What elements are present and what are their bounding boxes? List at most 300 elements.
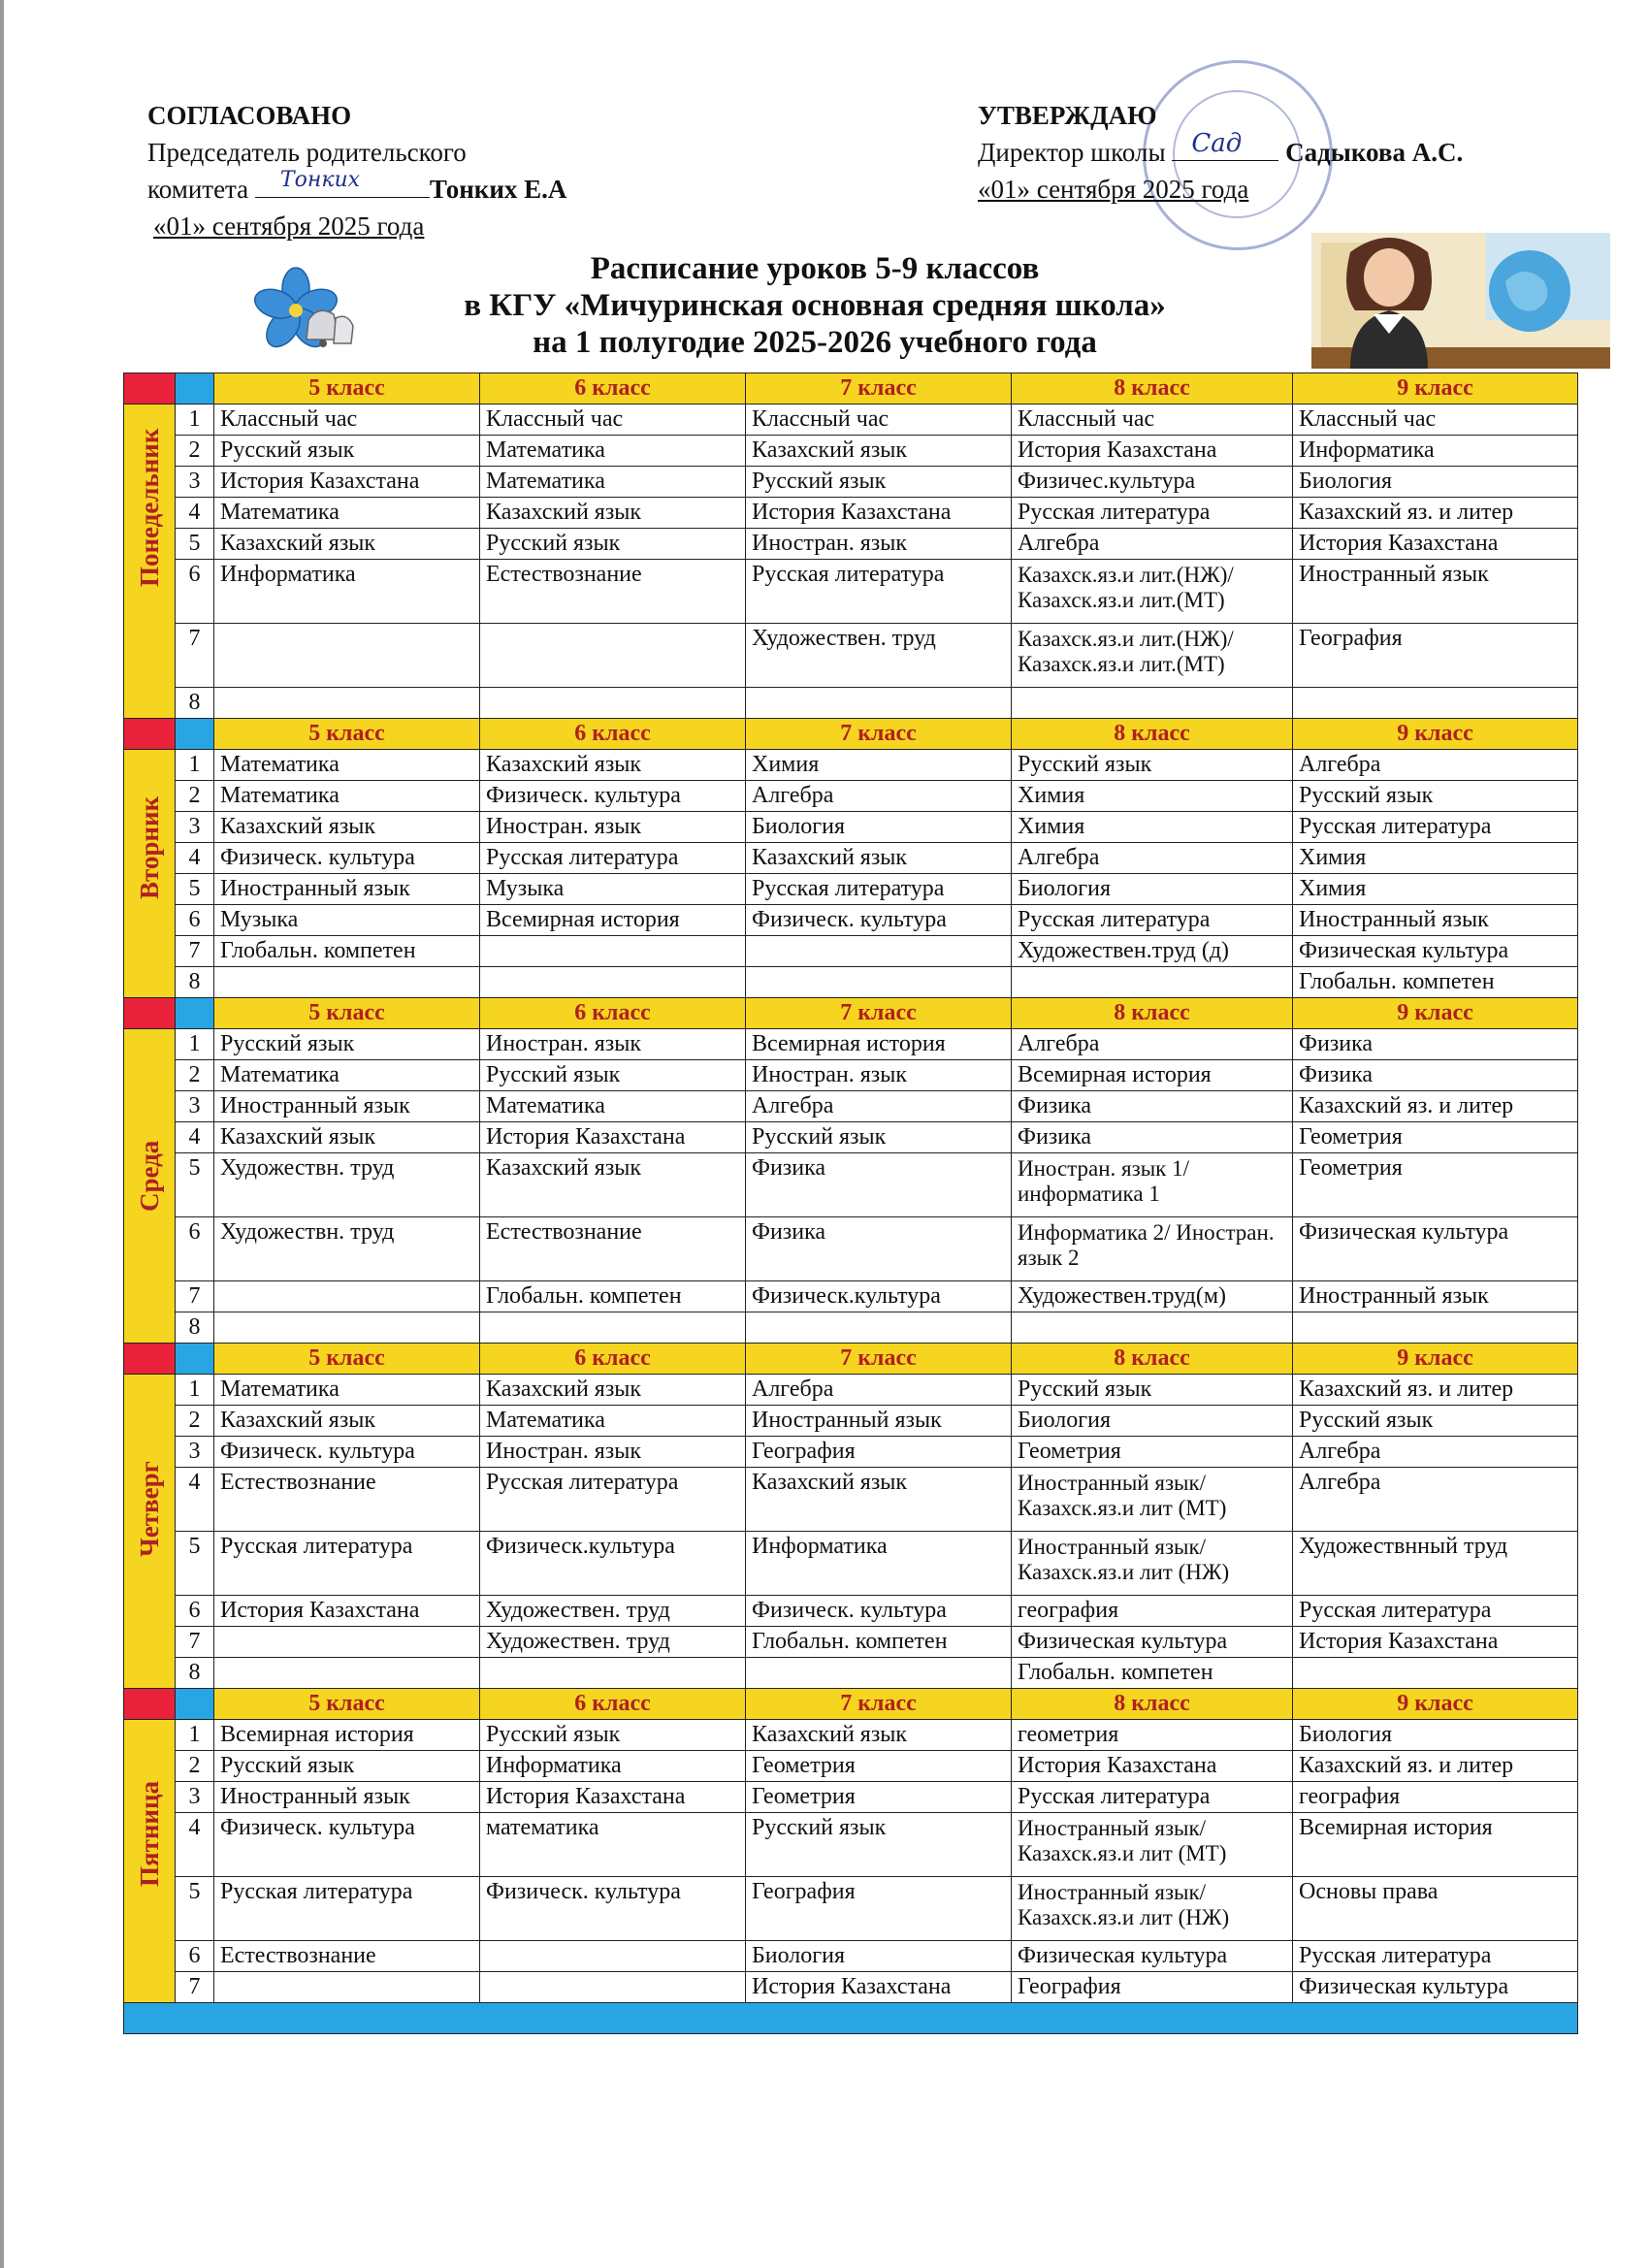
lesson-cell: Казахский яз. и литер [1293, 498, 1578, 529]
lesson-cell: Естествознание [214, 1941, 480, 1972]
lesson-cell [746, 936, 1012, 967]
lesson-number: 5 [176, 1877, 214, 1941]
footer-bar-cell [124, 2003, 1578, 2034]
lesson-cell: Физическ. культура [214, 1813, 480, 1877]
grade-header: 7 класс [746, 373, 1012, 405]
lesson-row [124, 1813, 1578, 1877]
day-label [124, 1375, 176, 1689]
lesson-cell [214, 1281, 480, 1312]
lesson-cell: Геометрия [1293, 1153, 1578, 1217]
committee-line: Председатель родительского [147, 138, 467, 167]
approved-title: СОГЛАСОВАНО [147, 101, 352, 130]
schedule-table [123, 373, 1578, 2034]
lesson-cell: История Казахстана [1012, 1751, 1293, 1782]
lesson-cell: Физическ. культура [480, 781, 746, 812]
lesson-cell: география [1293, 1782, 1578, 1813]
lesson-cell: Русский язык [746, 1813, 1012, 1877]
lesson-cell: Казахский язык [214, 1122, 480, 1153]
lesson-cell [1012, 688, 1293, 719]
grade-header: 9 класс [1293, 373, 1578, 405]
lesson-cell: Русская литература [480, 843, 746, 874]
grade-header: 5 класс [214, 719, 480, 750]
lesson-cell: Русский язык [746, 1122, 1012, 1153]
lesson-row [124, 843, 1578, 874]
day-name: Понедельник [135, 428, 164, 587]
lesson-cell: Геометрия [746, 1751, 1012, 1782]
lesson-cell: Иностранный язык [1293, 1281, 1578, 1312]
approval-right [978, 97, 1463, 208]
lesson-cell: Алгебра [746, 781, 1012, 812]
lesson-row [124, 1627, 1578, 1658]
lesson-cell: Казахский язык [480, 1153, 746, 1217]
signature-left: Тонких [279, 168, 361, 192]
header-corner [176, 998, 214, 1029]
lesson-cell: История Казахстана [480, 1782, 746, 1813]
lesson-cell: Физическ.культура [480, 1532, 746, 1596]
lesson-cell: Иностранный язык/ Казахск.яз.и лит (НЖ) [1012, 1532, 1293, 1596]
lesson-cell [746, 967, 1012, 998]
lesson-row [124, 1972, 1578, 2003]
lesson-cell: Физическая культура [1012, 1941, 1293, 1972]
lesson-cell: Художествен. труд [480, 1596, 746, 1627]
lesson-cell: Казахский язык [214, 529, 480, 560]
lesson-cell: Русский язык [480, 1720, 746, 1751]
lesson-cell: Химия [746, 750, 1012, 781]
title-line-3: на 1 полугодие 2025-2026 учебного года [533, 325, 1097, 360]
lesson-cell: Русская литература [214, 1877, 480, 1941]
lesson-cell: Русская литература [746, 874, 1012, 905]
lesson-cell [480, 624, 746, 688]
lesson-cell: Русский язык [214, 1029, 480, 1060]
lesson-row [124, 405, 1578, 436]
lesson-number: 7 [176, 1972, 214, 2003]
lesson-cell: Русский язык [746, 467, 1012, 498]
lesson-row [124, 1122, 1578, 1153]
lesson-cell: Русская литература [1012, 905, 1293, 936]
lesson-number: 8 [176, 688, 214, 719]
lesson-number: 3 [176, 1091, 214, 1122]
schedule-title [330, 250, 1300, 361]
lesson-cell: Всемирная история [480, 905, 746, 936]
lesson-cell: Физика [746, 1217, 1012, 1281]
lesson-cell: История Казахстана [746, 1972, 1012, 2003]
lesson-cell: Русская литература [1012, 1782, 1293, 1813]
grade-header: 7 класс [746, 1689, 1012, 1720]
lesson-row [124, 1720, 1578, 1751]
grade-header: 8 класс [1012, 1344, 1293, 1375]
lesson-number: 6 [176, 905, 214, 936]
lesson-cell: Иностранный язык [746, 1406, 1012, 1437]
lesson-cell: Всемирная история [1293, 1813, 1578, 1877]
lesson-cell: Иностранный язык/ Казахск.яз.и лит (МТ) [1012, 1813, 1293, 1877]
lesson-cell: Алгебра [1293, 750, 1578, 781]
lesson-cell: Естествознание [480, 1217, 746, 1281]
lesson-cell [480, 1972, 746, 2003]
lesson-cell: Глобальн. компетен [746, 1627, 1012, 1658]
director-line: Директор школы Сад Садыкова А.С. [978, 134, 1463, 171]
lesson-cell: Математика [214, 781, 480, 812]
lesson-number: 2 [176, 436, 214, 467]
lesson-cell: Информатика [746, 1532, 1012, 1596]
lesson-number: 2 [176, 781, 214, 812]
header-corner [124, 998, 176, 1029]
grade-header-row [124, 719, 1578, 750]
lesson-cell: Иностранный язык [214, 874, 480, 905]
day-label [124, 750, 176, 998]
lesson-cell: Русская литература [1293, 1941, 1578, 1972]
lesson-cell: География [1012, 1972, 1293, 2003]
lesson-cell [480, 936, 746, 967]
lesson-cell: Казахский язык [480, 750, 746, 781]
lesson-cell: Алгебра [1012, 1029, 1293, 1060]
lesson-cell: Русский язык [480, 1060, 746, 1091]
lesson-cell: Казахский язык [480, 498, 746, 529]
grade-header: 5 класс [214, 373, 480, 405]
lesson-cell: История Казахстана [1293, 529, 1578, 560]
lesson-cell: Физическ. культура [214, 843, 480, 874]
lesson-cell: География [746, 1437, 1012, 1468]
lesson-number: 7 [176, 624, 214, 688]
committee-signature-line: комитета Тонких Тонких Е.А [147, 171, 566, 208]
lesson-cell: Физическая культура [1293, 1217, 1578, 1281]
lesson-cell: Химия [1293, 843, 1578, 874]
lesson-cell: Русский язык [214, 436, 480, 467]
signature-line [255, 168, 430, 198]
lesson-cell: Биология [1012, 1406, 1293, 1437]
lesson-cell: Математика [480, 467, 746, 498]
lesson-cell [746, 1312, 1012, 1344]
header-corner [176, 1344, 214, 1375]
lesson-cell: История Казахстана [214, 467, 480, 498]
lesson-number: 3 [176, 1437, 214, 1468]
committee-head-name: Тонких Е.А [429, 175, 567, 204]
lesson-cell: Физика [1012, 1122, 1293, 1153]
lesson-cell: Физика [1293, 1029, 1578, 1060]
date-left: «01» сентября 2025 года [153, 211, 425, 241]
lesson-cell: Информатика [1293, 436, 1578, 467]
lesson-row [124, 1153, 1578, 1217]
lesson-cell: Геометрия [746, 1782, 1012, 1813]
lesson-number: 1 [176, 405, 214, 436]
date-right: «01» сентября 2025 года [978, 175, 1249, 204]
day-label [124, 1029, 176, 1344]
lesson-cell: Иностранный язык [214, 1782, 480, 1813]
lesson-cell [214, 1972, 480, 2003]
lesson-cell: Физическ. культура [746, 905, 1012, 936]
lesson-cell: География [1293, 624, 1578, 688]
lesson-cell: география [1012, 1596, 1293, 1627]
lesson-cell: Русская литература [1293, 812, 1578, 843]
header-corner [176, 719, 214, 750]
lesson-cell: Глобальн. компетен [480, 1281, 746, 1312]
lesson-cell: Иностранный язык [214, 1091, 480, 1122]
lesson-number: 8 [176, 1312, 214, 1344]
lesson-cell: Геометрия [1293, 1122, 1578, 1153]
lesson-cell: Математика [214, 1060, 480, 1091]
lesson-cell: Математика [480, 436, 746, 467]
lesson-cell [214, 967, 480, 998]
lesson-row [124, 1437, 1578, 1468]
lesson-number: 8 [176, 1658, 214, 1689]
header-corner [176, 1689, 214, 1720]
header-corner [124, 719, 176, 750]
grade-header-row [124, 373, 1578, 405]
lesson-cell: Биология [1293, 467, 1578, 498]
lesson-cell: Иностран. язык [746, 529, 1012, 560]
teacher-illustration [1311, 233, 1610, 369]
lesson-cell: Математика [214, 498, 480, 529]
grade-header: 5 класс [214, 1344, 480, 1375]
lesson-cell: Музыка [480, 874, 746, 905]
lesson-row [124, 467, 1578, 498]
lesson-cell [480, 688, 746, 719]
lesson-row [124, 529, 1578, 560]
lesson-row [124, 812, 1578, 843]
lesson-cell: История Казахстана [746, 498, 1012, 529]
director-name: Садыкова А.С. [1285, 138, 1464, 167]
lesson-cell: Русская литература [746, 560, 1012, 624]
lesson-number: 4 [176, 1468, 214, 1532]
lesson-row [124, 560, 1578, 624]
lesson-number: 2 [176, 1060, 214, 1091]
day-name: Вторник [135, 795, 164, 899]
lesson-row [124, 781, 1578, 812]
lesson-row [124, 1596, 1578, 1627]
lesson-cell: математика [480, 1813, 746, 1877]
lesson-cell: Химия [1012, 781, 1293, 812]
grade-header: 5 класс [214, 998, 480, 1029]
lesson-cell: Геометрия [1012, 1437, 1293, 1468]
lesson-cell: Физическая культура [1293, 936, 1578, 967]
lesson-cell: Глобальн. компетен [1293, 967, 1578, 998]
lesson-cell: Алгебра [1293, 1437, 1578, 1468]
lesson-cell: Алгебра [746, 1091, 1012, 1122]
lesson-cell: Художествн. труд [214, 1217, 480, 1281]
lesson-cell: Казахский яз. и литер [1293, 1091, 1578, 1122]
lesson-cell: Музыка [214, 905, 480, 936]
lesson-cell [746, 1658, 1012, 1689]
lesson-cell: Физическ. культура [746, 1596, 1012, 1627]
lesson-row [124, 1375, 1578, 1406]
lesson-number: 4 [176, 1122, 214, 1153]
lesson-number: 6 [176, 560, 214, 624]
lesson-number: 5 [176, 1153, 214, 1217]
lesson-number: 5 [176, 1532, 214, 1596]
lesson-cell: Казахский язык [214, 812, 480, 843]
lesson-number: 5 [176, 874, 214, 905]
lesson-cell: Всемирная история [746, 1029, 1012, 1060]
lesson-cell: Иностранный язык/ Казахск.яз.и лит (МТ) [1012, 1468, 1293, 1532]
lesson-cell: Естествознание [214, 1468, 480, 1532]
lesson-number: 2 [176, 1751, 214, 1782]
lesson-row [124, 1941, 1578, 1972]
lesson-cell [746, 688, 1012, 719]
grade-header: 6 класс [480, 1344, 746, 1375]
title-line-2: в КГУ «Мичуринская основная средняя школа» [464, 288, 1166, 323]
lesson-number: 8 [176, 967, 214, 998]
lesson-row [124, 905, 1578, 936]
grade-header-row [124, 1344, 1578, 1375]
lesson-cell: История Казахстана [1293, 1627, 1578, 1658]
header-corner [124, 1689, 176, 1720]
approval-left [147, 97, 566, 244]
lesson-cell: Алгебра [1012, 843, 1293, 874]
lesson-number: 1 [176, 750, 214, 781]
lesson-cell [480, 1658, 746, 1689]
lesson-cell: Русский язык [1012, 1375, 1293, 1406]
lesson-cell: Физическая культура [1293, 1972, 1578, 2003]
lesson-cell: Биология [1293, 1720, 1578, 1751]
lesson-row [124, 967, 1578, 998]
lesson-cell: Алгебра [1012, 529, 1293, 560]
lesson-cell: Казахский язык [746, 1468, 1012, 1532]
day-name: Четверг [135, 1460, 164, 1557]
lesson-row [124, 436, 1578, 467]
lesson-cell: Художествн. труд [214, 1153, 480, 1217]
lesson-row [124, 1782, 1578, 1813]
grade-header: 6 класс [480, 719, 746, 750]
lesson-cell: Казахский яз. и литер [1293, 1751, 1578, 1782]
lesson-cell [480, 1941, 746, 1972]
lesson-cell: Информатика [214, 560, 480, 624]
grade-header: 9 класс [1293, 719, 1578, 750]
lesson-cell: Алгебра [746, 1375, 1012, 1406]
grade-header-row [124, 998, 1578, 1029]
lesson-cell: Естествознание [480, 560, 746, 624]
lesson-row [124, 1751, 1578, 1782]
lesson-cell: Русский язык [480, 529, 746, 560]
lesson-cell: Основы права [1293, 1877, 1578, 1941]
lesson-cell [214, 1312, 480, 1344]
lesson-cell: Художествен. труд [746, 624, 1012, 688]
lesson-cell: Иностранный язык [1293, 905, 1578, 936]
lesson-cell: Русская литература [480, 1468, 746, 1532]
lesson-row [124, 1281, 1578, 1312]
lesson-cell: Физика [1012, 1091, 1293, 1122]
lesson-cell: Иностранный язык [1293, 560, 1578, 624]
lesson-cell: Математика [214, 1375, 480, 1406]
lesson-cell: Русская литература [1293, 1596, 1578, 1627]
lesson-row [124, 1468, 1578, 1532]
lesson-cell: История Казахстана [214, 1596, 480, 1627]
table-footer-bar [124, 2003, 1578, 2034]
lesson-cell: История Казахстана [480, 1122, 746, 1153]
title-line-1: Расписание уроков 5-9 классов [590, 251, 1040, 286]
lesson-cell: Всемирная история [214, 1720, 480, 1751]
lesson-row [124, 688, 1578, 719]
lesson-number: 3 [176, 1782, 214, 1813]
lesson-cell: Русский язык [1293, 1406, 1578, 1437]
day-name: Пятница [135, 1780, 164, 1887]
lesson-cell: Казахский язык [214, 1406, 480, 1437]
header-corner [176, 373, 214, 405]
lesson-cell: Глобальн. компетен [1012, 1658, 1293, 1689]
lesson-number: 3 [176, 467, 214, 498]
lesson-cell: Биология [1012, 874, 1293, 905]
lesson-cell: Классный час [480, 405, 746, 436]
lesson-cell: Казахск.яз.и лит.(НЖ)/ Казахск.яз.и лит.(МТ) [1012, 560, 1293, 624]
lesson-cell: География [746, 1877, 1012, 1941]
lesson-cell: Физичес.культура [1012, 467, 1293, 498]
lesson-number: 4 [176, 498, 214, 529]
lesson-number: 5 [176, 529, 214, 560]
lesson-cell: Иностран. язык [480, 812, 746, 843]
lesson-cell: Физическ. культура [214, 1437, 480, 1468]
grade-header-row [124, 1689, 1578, 1720]
grade-header: 8 класс [1012, 373, 1293, 405]
lesson-cell: Русская литература [214, 1532, 480, 1596]
lesson-row [124, 750, 1578, 781]
signature-line [1172, 129, 1278, 161]
lesson-row [124, 498, 1578, 529]
lesson-cell: Русский язык [214, 1751, 480, 1782]
grade-header: 7 класс [746, 719, 1012, 750]
lesson-cell: Иностран. язык [746, 1060, 1012, 1091]
lesson-cell: Алгебра [1293, 1468, 1578, 1532]
lesson-cell: Биология [746, 812, 1012, 843]
day-name: Среда [135, 1140, 164, 1212]
lesson-cell: Иностран. язык 1/ информатика 1 [1012, 1153, 1293, 1217]
lesson-cell: Математика [480, 1406, 746, 1437]
lesson-cell: Классный час [1293, 405, 1578, 436]
lesson-cell: Художествнный труд [1293, 1532, 1578, 1596]
lesson-cell: Всемирная история [1012, 1060, 1293, 1091]
grade-header: 9 класс [1293, 1344, 1578, 1375]
lesson-cell: Казахский язык [746, 436, 1012, 467]
lesson-number: 3 [176, 812, 214, 843]
signature-right: Сад [1191, 129, 1243, 158]
lesson-cell: Казахский язык [480, 1375, 746, 1406]
lesson-cell: Физика [1293, 1060, 1578, 1091]
lesson-cell [214, 688, 480, 719]
grade-header: 9 класс [1293, 998, 1578, 1029]
lesson-cell: Художествен.труд(м) [1012, 1281, 1293, 1312]
lesson-cell: Казахский яз. и литер [1293, 1375, 1578, 1406]
lesson-cell: Казахск.яз.и лит.(НЖ)/ Казахск.яз.и лит.(МТ) [1012, 624, 1293, 688]
header-corner [124, 1344, 176, 1375]
lesson-cell [214, 1627, 480, 1658]
lesson-cell: Математика [214, 750, 480, 781]
lesson-cell: Физическ.культура [746, 1281, 1012, 1312]
grade-header: 5 класс [214, 1689, 480, 1720]
lesson-cell: Химия [1012, 812, 1293, 843]
lesson-cell: Классный час [746, 405, 1012, 436]
lesson-cell: Информатика 2/ Иностран. язык 2 [1012, 1217, 1293, 1281]
lesson-cell: Художествен. труд [480, 1627, 746, 1658]
lesson-cell: Русский язык [1012, 750, 1293, 781]
lesson-cell [1012, 967, 1293, 998]
header-corner [124, 373, 176, 405]
grade-header: 8 класс [1012, 719, 1293, 750]
lesson-row [124, 1029, 1578, 1060]
lesson-cell: Художествен.труд (д) [1012, 936, 1293, 967]
lesson-row [124, 1877, 1578, 1941]
lesson-cell: Химия [1293, 874, 1578, 905]
lesson-cell: Казахский язык [746, 843, 1012, 874]
scan-edge [0, 0, 4, 2268]
lesson-cell [214, 1658, 480, 1689]
day-label [124, 405, 176, 719]
lesson-cell: Физика [746, 1153, 1012, 1217]
lesson-cell [214, 624, 480, 688]
lesson-number: 1 [176, 1029, 214, 1060]
lesson-cell [1012, 1312, 1293, 1344]
lesson-cell: Физическ. культура [480, 1877, 746, 1941]
lesson-number: 6 [176, 1596, 214, 1627]
lesson-row [124, 936, 1578, 967]
lesson-number: 2 [176, 1406, 214, 1437]
grade-header: 9 класс [1293, 1689, 1578, 1720]
